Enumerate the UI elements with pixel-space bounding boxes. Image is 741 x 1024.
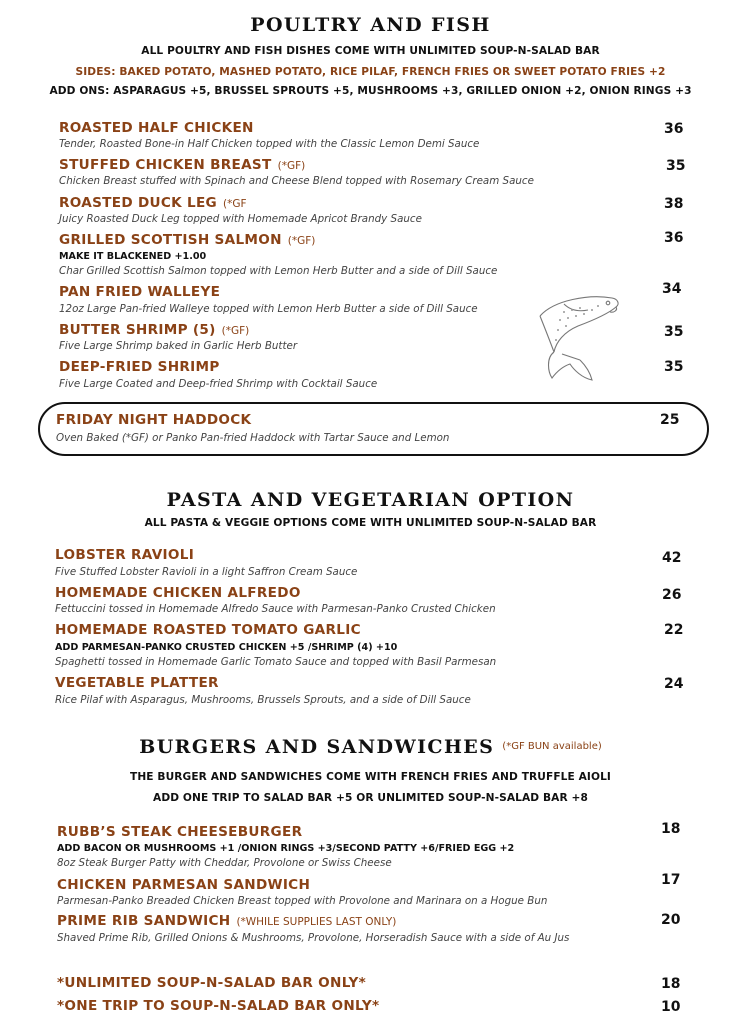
menu-item-name: GRILLED SCOTTISH SALMON (*GF) [59,232,316,248]
menu-item-addon: ADD PARMESAN-PANKO CRUSTED CHICKEN +5 /SHRIMP (4) +10 [55,642,398,653]
menu-item-name: DEEP-FRIED SHRIMP [59,359,220,375]
gf-tag: (*GF) [287,235,316,247]
menu-item-description: Chicken Breast stuffed with Spinach and Cheese Blend topped with Rosemary Cream Sauce [59,175,534,187]
menu-item-price: 20 [661,912,681,928]
menu-item-price: 35 [664,359,684,375]
menu-item-name: STUFFED CHICKEN BREAST (*GF) [59,157,306,173]
menu-item-price: 36 [664,121,684,137]
menu-item-description: Juicy Roasted Duck Leg topped with Homemade Apricot Brandy Sauce [59,213,422,225]
burgers-salad-note: ADD ONE TRIP TO SALAD BAR +5 OR UNLIMITED SOUP-N-SALAD BAR +8 [153,792,588,804]
menu-item-price: 18 [661,821,681,837]
menu-item-name: HOMEMADE CHICKEN ALFREDO [55,585,301,601]
menu-item-description: Spaghetti tossed in Homemade Garlic Tomato Sauce and topped with Basil Parmesan [55,656,497,668]
menu-item-description: Char Grilled Scottish Salmon topped with Lemon Herb Butter and a side of Dill Sauce [59,265,498,277]
gf-tag: (*GF) [221,325,250,337]
section-title-poultry-fish: POULTRY AND FISH [250,14,491,36]
menu-item-price: 35 [666,158,686,174]
gf-tag: (*GF) [277,160,306,172]
gf-tag: (*GF [223,198,247,210]
menu-item-description: Rice Pilaf with Asparagus, Mushrooms, Brussels Sprouts, and a side of Dill Sauce [55,694,471,706]
menu-item-name: PAN FRIED WALLEYE [59,284,221,300]
salad-bar-option-name: *ONE TRIP TO SOUP-N-SALAD BAR ONLY* [57,998,380,1014]
menu-item-description: Five Stuffed Lobster Ravioli in a light Saffron Cream Sauce [55,566,358,578]
menu-item-addon: ADD BACON OR MUSHROOMS +1 /ONION RINGS +3/SECOND PATTY +6/FRIED EGG +2 [57,843,515,854]
menu-item-price: 36 [664,230,684,246]
menu-item-price: 34 [662,281,682,297]
poultry-addons: ADD ONS: ASPARAGUS +5, BRUSSEL SPROUTS +5, MUSHROOMS +3, GRILLED ONION +2, ONION RINGS +3 [49,85,692,97]
salad-bar-option-price: 18 [661,976,681,992]
burgers-title: BURGERS AND SANDWICHES [139,736,495,758]
pasta-note: ALL PASTA & VEGGIE OPTIONS COME WITH UNLIMITED SOUP-N-SALAD BAR [144,517,597,529]
menu-item-price: 38 [664,196,684,212]
menu-item-description: Parmesan-Panko Breaded Chicken Breast topped with Provolone and Marinara on a Hogue Bun [57,895,548,907]
menu-item-description: 12oz Large Pan-fried Walleye topped with Lemon Herb Butter a side of Dill Sauce [59,303,478,315]
special-item-description: Oven Baked (*GF) or Panko Pan-fried Haddock with Tartar Sauce and Lemon [56,432,450,444]
menu-item-price: 17 [661,872,681,888]
special-item-name: FRIDAY NIGHT HADDOCK [56,412,252,428]
menu-item-name: BUTTER SHRIMP (5) (*GF) [59,322,250,338]
menu-item-description: Fettuccini tossed in Homemade Alfredo Sauce with Parmesan-Panko Crusted Chicken [55,603,496,615]
menu-item-name: VEGETABLE PLATTER [55,675,219,691]
menu-item-name: HOMEMADE ROASTED TOMATO GARLIC [55,622,361,638]
menu-item-price: 26 [662,587,682,603]
salad-bar-option-name: *UNLIMITED SOUP-N-SALAD BAR ONLY* [57,975,367,991]
special-highlight-box [38,402,709,456]
menu-item-name: LOBSTER RAVIOLI [55,547,195,563]
poultry-note: ALL POULTRY AND FISH DISHES COME WITH UNLIMITED SOUP-N-SALAD BAR [141,45,600,57]
burgers-note: THE BURGER AND SANDWICHES COME WITH FRENCH FRIES AND TRUFFLE AIOLI [130,771,611,783]
menu-item-description: Five Large Coated and Deep-fried Shrimp with Cocktail Sauce [59,378,378,390]
menu-item-addon: MAKE IT BLACKENED +1.00 [59,251,207,262]
menu-item-name: PRIME RIB SANDWICH (*WHILE SUPPLIES LAST ONLY) [57,913,397,929]
salad-bar-option-price: 10 [661,999,681,1015]
menu-item-price: 24 [664,676,684,692]
special-item-price: 25 [660,412,680,428]
menu-item-description: Five Large Shrimp baked in Garlic Herb Butter [59,340,298,352]
fish-illustration [534,286,624,386]
menu-item-description: Tender, Roasted Bone-in Half Chicken topped with the Classic Lemon Demi Sauce [59,138,480,150]
availability-tag: (*WHILE SUPPLIES LAST ONLY) [236,916,397,928]
section-title-burgers [0,736,741,758]
menu-item-description: 8oz Steak Burger Patty with Cheddar, Provolone or Swiss Cheese [57,857,392,869]
menu-item-name: RUBB’S STEAK CHEESEBURGER [57,824,303,840]
section-title-pasta: PASTA AND VEGETARIAN OPTION [166,489,575,511]
poultry-sides: SIDES: BAKED POTATO, MASHED POTATO, RICE PILAF, FRENCH FRIES OR SWEET POTATO FRIES +2 [75,66,666,78]
menu-item-description: Shaved Prime Rib, Grilled Onions & Mushrooms, Provolone, Horseradish Sauce with a side of Au Jus [57,932,570,944]
menu-item-name: ROASTED HALF CHICKEN [59,120,254,136]
menu-item-name: ROASTED DUCK LEG (*GF [59,195,247,211]
menu-item-price: 22 [664,622,684,638]
menu-item-price: 35 [664,324,684,340]
gf-bun-note: (*GF BUN available) [502,741,602,752]
menu-item-name: CHICKEN PARMESAN SANDWICH [57,877,311,893]
menu-item-price: 42 [662,550,682,566]
